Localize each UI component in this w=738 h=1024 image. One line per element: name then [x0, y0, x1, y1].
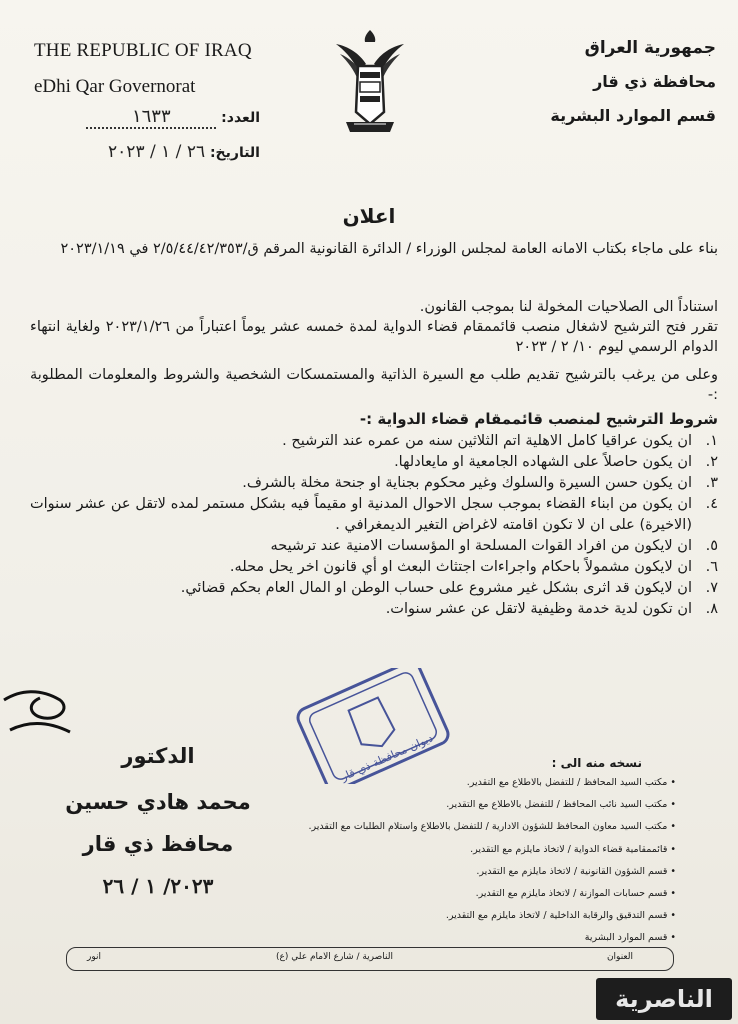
- body-text-3: تقرر فتح الترشيح لاشغال منصب قائممقام قضاء الدواية لمدة خمسه عشر يوماً اعتباراً من ٢٠٢٣/١/٢٦ ولغاية انتهاء الدوام الرسمي ليوم ١٠/ ٢ / ٢٠٢٣: [30, 319, 718, 355]
- condition-text: ان لايكون من افراد القوات المسلحة او المؤسسات الامنية عند ترشيحه: [270, 538, 692, 554]
- copy-text: قسم حسابات الموازنة / لاتخاذ مايلزم مع التقدير.: [475, 888, 668, 900]
- body-paragraph-3: [30, 318, 718, 357]
- republic-ar: جمهورية العراق: [584, 38, 716, 58]
- footer-right-word: انور: [87, 952, 102, 962]
- body-paragraph-2: [30, 298, 718, 318]
- site-logo: [596, 978, 732, 1020]
- handwritten-mark: [0, 660, 100, 750]
- condition-item: [30, 452, 718, 473]
- number-row: [60, 106, 260, 129]
- republic-en: THE REPUBLIC OF IRAQ: [34, 40, 252, 61]
- governorate-en: eDhi Qar Governorat: [34, 76, 196, 97]
- governorate-ar: محافظة ذي قار: [593, 72, 716, 91]
- iraq-eagle-emblem: [330, 24, 410, 144]
- number-label: العدد:: [221, 110, 260, 126]
- body-text-4: وعلى من يرغب بالترشيح تقديم طلب مع السيرة الذاتية والمستمسكات الشخصية والشروط والمعلومات المطلوبة :-: [30, 367, 718, 403]
- copy-text: قسم الشؤون القانونية / لاتخاذ مايلزم مع التقدير.: [476, 865, 668, 877]
- official-stamp: [287, 668, 459, 784]
- condition-item: [30, 473, 718, 494]
- copy-text: مكتب السيد معاون المحافظ للشؤون الادارية / للتفضل بالاطلاع واستلام الطلبات مع التقدير.: [308, 821, 668, 833]
- copy-item: • قسم التدقيق والرقابة الداخلية / لاتخاذ مايلزم مع التقدير.: [445, 910, 676, 922]
- copies-title: نسخه منه الى :: [551, 756, 642, 770]
- date-value: ٢٦ / ١ / ٢٠٢٣: [108, 142, 206, 162]
- condition-item: [30, 536, 718, 557]
- copies-list: [290, 772, 676, 950]
- copy-text: قسم الموارد البشرية: [584, 932, 668, 944]
- condition-text: ان لايكون مشمولاً باحكام واجراءات اجتثاث البعث او أي قانون اخر يحل محله.: [229, 559, 692, 575]
- footer-address-label: العنوان: [606, 952, 633, 962]
- condition-text: ان يكون حاصلاً على الشهاده الجامعية او مايعادلها.: [394, 454, 692, 470]
- announcement-title: اعلان: [342, 204, 396, 228]
- condition-item: [30, 431, 718, 452]
- condition-number: ٨.: [705, 601, 718, 617]
- condition-item: [30, 599, 718, 620]
- date-row: [60, 142, 260, 162]
- site-logo-text: الناصرية: [615, 985, 713, 1013]
- copy-item: • قسم حسابات الموازنة / لاتخاذ مايلزم مع التقدير.: [475, 888, 676, 900]
- copy-text: قائممقامية قضاء الدواية / لاتخاذ مايلزم مع التقدير.: [470, 843, 668, 855]
- condition-text: ان يكون حسن السيرة والسلوك وغير محكوم بجناية او جنحة مخلة بالشرف.: [242, 475, 692, 491]
- condition-number: ٦.: [705, 559, 718, 575]
- copy-text: قسم التدقيق والرقابة الداخلية / لاتخاذ مايلزم مع التقدير.: [445, 910, 668, 922]
- condition-number: ٤.: [705, 496, 718, 512]
- body-paragraph-4: [30, 366, 718, 405]
- condition-number: ٣.: [705, 475, 718, 491]
- copy-item: • مكتب السيد نائب المحافظ / للتفضل بالاطلاع مع التقدير.: [446, 799, 676, 811]
- body-text-2: استناداً الى الصلاحيات المخولة لنا بموجب القانون.: [419, 299, 718, 315]
- body-text-1: بناء على ماجاء بكتاب الامانه العامة لمجلس الوزراء / الدائرة القانونية المرقم ق/٢/٥/٤٤/٤٢/٣٥٣ في ٢٠٢٣/١/١٩: [60, 241, 718, 257]
- conditions-title: شروط الترشيح لمنصب قائممقام قضاء الدواية :-: [359, 410, 718, 428]
- copy-item: • قسم الموارد البشرية: [584, 932, 676, 944]
- signature-date: ٢٠٢٣/ ١ / ٢٦: [102, 874, 214, 898]
- signature-name: محمد هادي حسين: [65, 790, 251, 814]
- body-paragraph-1: [30, 240, 718, 260]
- date-label: التاريخ:: [209, 145, 260, 161]
- copy-item: • مكتب السيد المحافظ / للتفضل بالاطلاع مع التقدير.: [466, 777, 676, 788]
- signature-title: الدكتور: [121, 744, 195, 768]
- number-value: ١٦٣٣: [86, 106, 216, 129]
- footer-address-box: [66, 947, 674, 971]
- copy-item: • قسم الشؤون القانونية / لاتخاذ مايلزم مع التقدير.: [476, 865, 676, 877]
- copy-text: مكتب السيد المحافظ / للتفضل بالاطلاع مع التقدير.: [466, 777, 668, 788]
- condition-item: [30, 557, 718, 578]
- conditions-list: [30, 431, 718, 620]
- footer-address-value: الناصرية / شارع الامام علي (ع): [276, 952, 393, 962]
- condition-text: ان يكون من ابناء القضاء بموجب سجل الاحوال المدنية او مقيماً فيه بشكل مستمر لمده لاتقل عن عشر سنوات (الاخيرة) على ان لا تكون اقامته لاغراض التغير الديمغرافي .: [30, 496, 692, 533]
- condition-number: ١.: [705, 433, 718, 449]
- copy-text: مكتب السيد نائب المحافظ / للتفضل بالاطلاع مع التقدير.: [446, 799, 668, 811]
- condition-number: ٢.: [705, 454, 718, 470]
- condition-text: ان تكون لدية خدمة وظيفية لاتقل عن عشر سنوات.: [385, 601, 692, 617]
- stamp-text: ديوان محافظة ذي قار: [339, 731, 436, 784]
- condition-item: [30, 494, 718, 536]
- department-ar: قسم الموارد البشرية: [550, 106, 716, 125]
- condition-text: ان يكون عراقيا كامل الاهلية اتم الثلاثين سنه من عمره عند الترشيح .: [282, 433, 692, 449]
- condition-number: ٥.: [705, 538, 718, 554]
- condition-item: [30, 578, 718, 599]
- condition-number: ٧.: [705, 580, 718, 596]
- copy-item: • مكتب السيد معاون المحافظ للشؤون الادارية / للتفضل بالاطلاع واستلام الطلبات مع التقدير.: [308, 821, 676, 833]
- copy-item: • قائممقامية قضاء الدواية / لاتخاذ مايلزم مع التقدير.: [470, 843, 676, 855]
- condition-text: ان لايكون قد اثرى بشكل غير مشروع على حساب الوطن او المال العام بحكم قضائي.: [180, 580, 692, 596]
- signature-position: محافظ ذي قار: [82, 832, 234, 856]
